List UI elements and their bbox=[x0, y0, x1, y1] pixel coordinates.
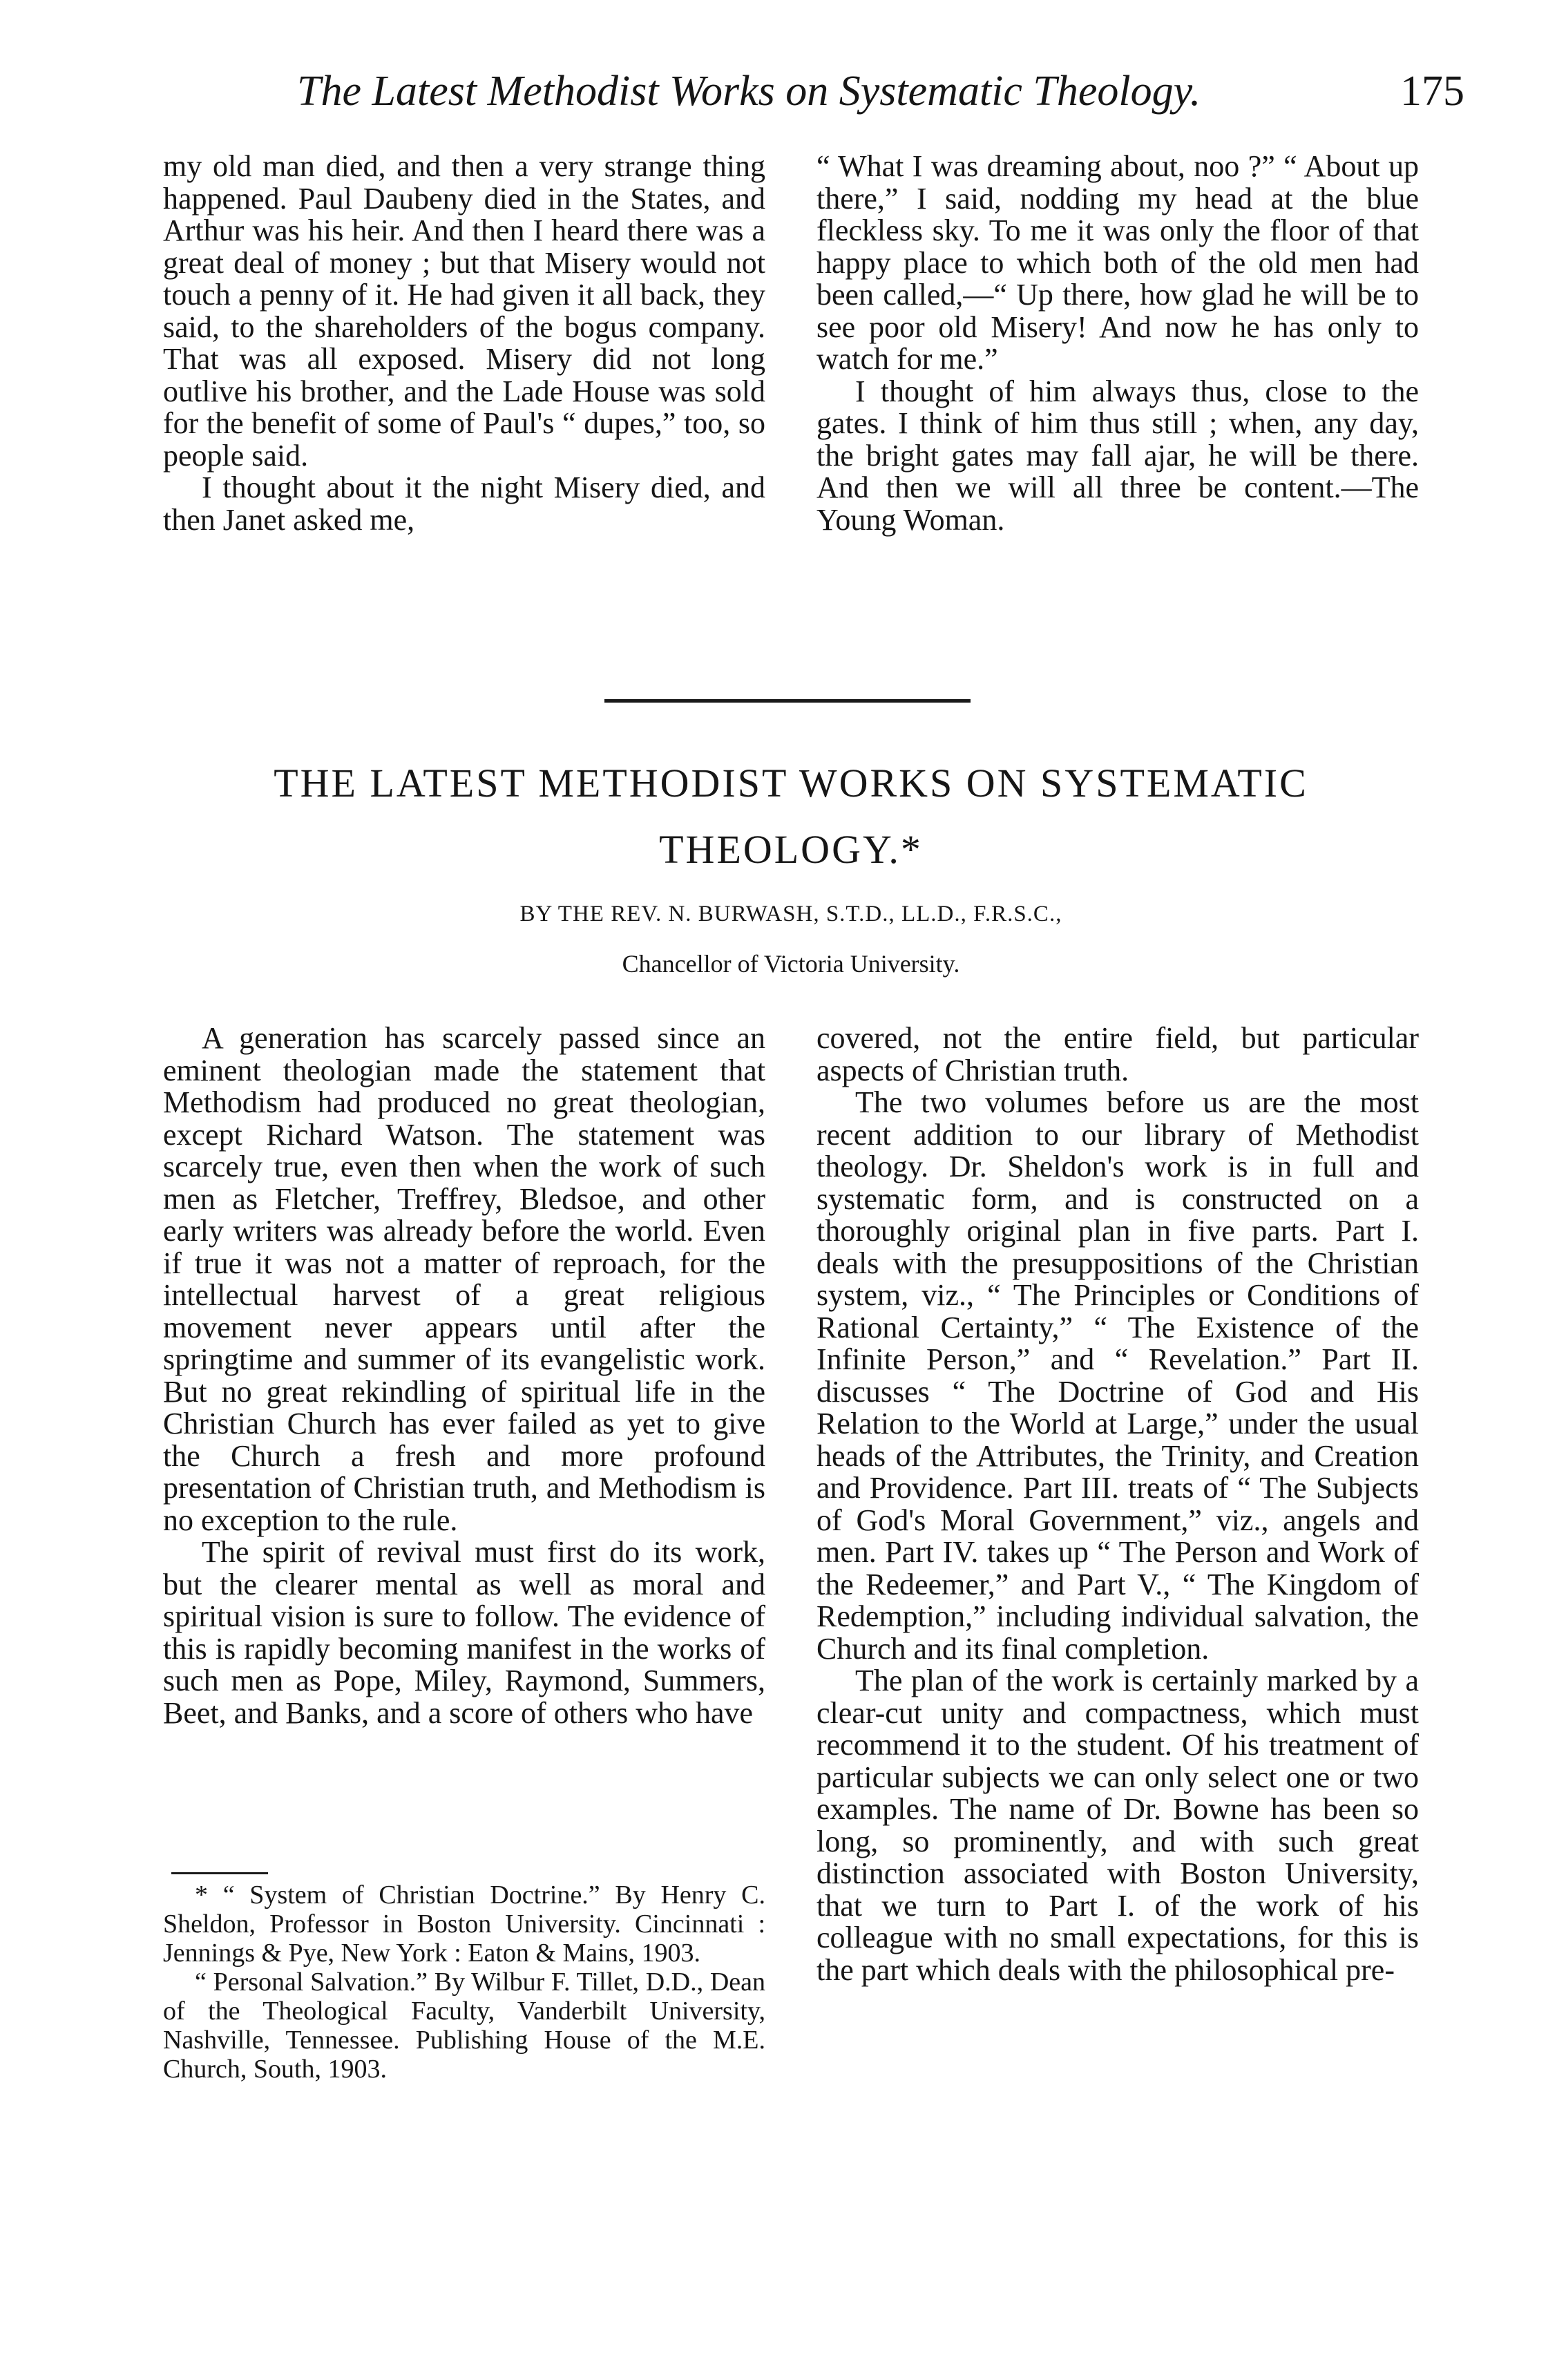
footnote-divider bbox=[171, 1872, 268, 1874]
paragraph: The spirit of revival must first do its work, but the clearer mental as well as moral and spiritual vision is sure to follow. The evidence of this is rapidly becoming manifest in the works of such men as Pope, Miley, Raymond, Summers, Beet, and Banks, and a score of others who have bbox=[163, 1535, 765, 1730]
paragraph: The two volumes before us are the most recent addition to our library of Methodist theology. Dr. Sheldon's work is in full and systematic form, and is constructed on a thoroughly original plan in five parts. Part I. deals with the presuppositions of the Christian system, viz., “ The Principles or Conditions of Rational Certainty,” “ The Existence of the Infinite Person,” and “ Revelation.” Part II. discusses “ The Doctrine of God and His Relation to the World at Large,” under the usual heads of the Attributes, the Trinity, and Creation and Providence. Part III. treats of “ The Subjects of God's Moral Government,” viz., angels and men. Part IV. takes up “ The Person and Work of the Redeemer,” and Part V., “ The Kingdom of Redemption,” including individual salvation, the Church and its final completion. bbox=[816, 1085, 1419, 1666]
paragraph: I thought of him always thus, close to the gates. I think of him thus still ; when, any day, the bright gates may fall ajar, he will be there. And then we will all three be content.—The Young Woman. bbox=[816, 374, 1419, 537]
paragraph: I thought about it the night Misery died, and then Janet asked me, bbox=[163, 470, 765, 537]
footnotes bbox=[163, 1881, 765, 2084]
page-number: 175 bbox=[1400, 68, 1464, 115]
running-head-title: The Latest Methodist Works on Systematic Theology. bbox=[297, 68, 1201, 115]
byline: BY THE REV. N. BURWASH, S.T.D., LL.D., F.R.S.C., bbox=[519, 902, 1062, 926]
running-head bbox=[297, 64, 1464, 119]
section-divider bbox=[604, 699, 971, 703]
paragraph: A generation has scarcely passed since an eminent theologian made the statement that Methodism had produced no great theologian, except Richard Watson. The statement was scarcely true, even then when the work of such men as Fletcher, Treffrey, Bledsoe, and other early writers was already before the world. Even if true it was not a matter of reproach, for the intellectual harvest of a great religious movement never appears until after the springtime and summer of its evangelistic work. But no great rekindling of spiritual life in the Christian Church has ever failed as yet to give the Church a fresh and more profound presentation of Christian truth, and Methodism is no exception to the rule. bbox=[163, 1021, 765, 1537]
author-affiliation: Chancellor of Victoria University. bbox=[622, 950, 960, 978]
article-title bbox=[163, 750, 1419, 883]
paragraph: my old man died, and then a very strange thing happened. Paul Daubeny died in the States, and Arthur was his heir. And then I heard there was a great deal of money ; but that Misery would not touch a penny of it. He had given it all back, they said, to the shareholders of the bogus company. That was all exposed. Misery did not long outlive his brother, and the Lade House was sold for the benefit of some of Paul's “ dupes,” too, so people said. bbox=[163, 149, 765, 473]
footnote: “ Personal Salvation.” By Wilbur F. Tillet, D.D., Dean of the Theological Faculty, Vanderbilt University, Nashville, Tennessee. Publishing House of the M.E. Church, South, 1903. bbox=[163, 1968, 765, 2084]
footnote: * “ System of Christian Doctrine.” By Henry C. Sheldon, Professor in Boston University. Cincinnati : Jennings & Pye, New York : Eaton & Mains, 1903. bbox=[163, 1881, 765, 1968]
article-title-line-2: THEOLOGY.* bbox=[659, 827, 923, 872]
article-left-column bbox=[163, 1022, 765, 1729]
previous-article-left-column bbox=[163, 151, 765, 536]
article-right-column bbox=[816, 1022, 1419, 1986]
previous-article-right-column bbox=[816, 151, 1419, 536]
paragraph: covered, not the entire field, but particular aspects of Christian truth. bbox=[816, 1021, 1419, 1087]
paragraph: The plan of the work is certainly marked by a clear-cut unity and compactness, which must recommend it to the student. Of his treatment of particular subjects we can only select one or two examples. The name of Dr. Bowne has been so long, so prominently, and with such great distinction associated with Boston University, that we turn to Part I. of the work of his colleague with no small expectations, for this is the part which deals with the philosophical pre- bbox=[816, 1664, 1419, 1987]
article-title-line-1: THE LATEST METHODIST WORKS ON SYSTEMATIC bbox=[274, 761, 1308, 806]
paragraph: “ What I was dreaming about, noo ?” “ About up there,” I said, nodding my head at the blue fleckless sky. To me it was only the floor of that happy place to which both of the old men had been called,—“ Up there, how glad he will be to see poor old Misery! And now he has only to watch for me.” bbox=[816, 149, 1419, 376]
